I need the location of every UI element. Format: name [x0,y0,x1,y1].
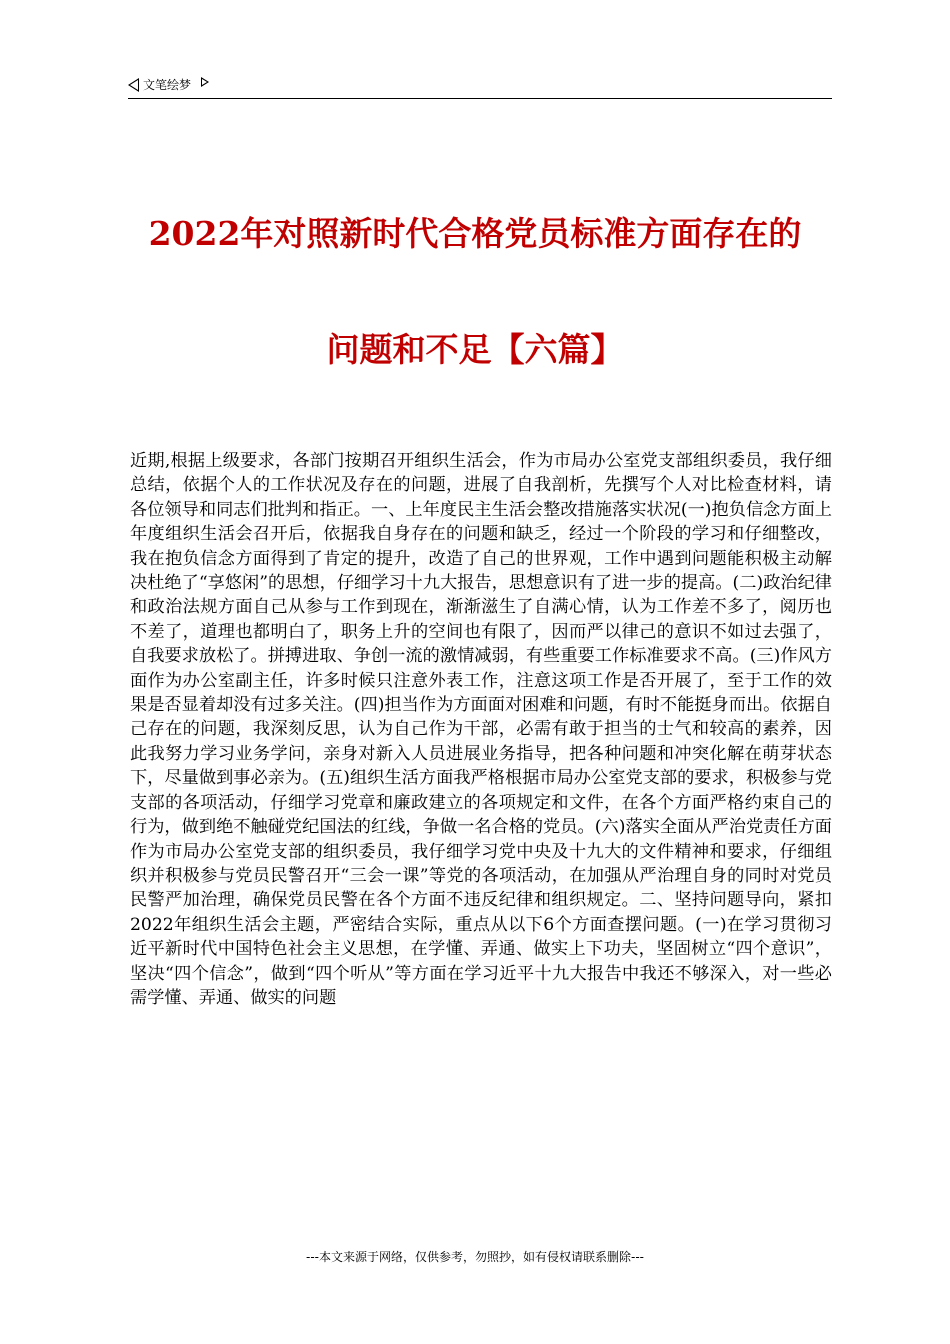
document-title-line-2: 问题和不足【六篇】 [326,330,624,369]
triangle-right-icon [201,77,209,87]
header-brand-group [128,76,209,93]
triangle-left-icon [128,78,139,92]
document-title-line-1: 2022年对照新时代合格党员标准方面存在的 [148,214,802,253]
footer-notice: ---本文来源于网络，仅供参考，勿照抄，如有侵权请联系删除--- [306,1250,644,1264]
header-brand: 文笔绘梦 [143,78,192,92]
body-paragraph: 近期,根据上级要求，各部门按期召开组织生活会，作为市局办公室党支部组织委员，我仔细总结，依据个人的工作状况及存在的问题，进展了自我剖析，先撰写个人对比检查材料，请各位领导和同志们批判和指正。一、上年度民主生活会整改措施落实状况(一)抱负信念方面上年度组织生活会召开后，依据我自身存在的问题和缺乏，经过一个阶段的学习和仔细整改，我在抱负信念方面得到了肯定的提升，改造了自己的世界观，工作中遇到问题能积极主动解决杜绝了“享悠闲”的思想，仔细学习十九大报告，思想意识有了进一步的提高。(二)政治纪律和政治法规方面自己从参与工作到现在，渐渐滋生了自满心情，认为工作差不多了，阅历也不差了，道理也都明白了，职务上升的空间也有限了，因而严以律己的意识不如过去强了，自我要求放松了。拼搏进取、争创一流的激情减弱，有些重要工作标准要求不高。(三)作风方面作为办公室副主任，许多时候只注意外表工作，注意这项工作是否开展了，至于工作的效果是否显着却没有过多关注。(四)担当作为方面面对困难和问题，有时不能挺身而出。依据自己存在的问题，我深刻反思，认为自己作为干部，必需有敢于担当的士气和较高的素养，因此我努力学习业务学问，亲身对新入人员进展业务指导，把各种问题和冲突化解在萌芽状态下，尽量做到事必亲为。(五)组织生活方面我严格根据市局办公室党支部的要求，积极参与党支部的各项活动，仔细学习党章和廉政建立的各项规定和文件，在各个方面严格约束自己的行为，做到绝不触碰党纪国法的红线，争做一名合格的党员。(六)落实全面从严治党责任方面作为市局办公室党支部的组织委员，我仔细学习党中央及十九大的文件精神和要求，仔细组织并积极参与党员民警召开“三会一课”等党的各项活动，在加强从严治理自身的同时对党员民警严加治理，确保党员民警在各个方面不违反纪律和组织规定。二、坚持问题导向，紧扣2022年组织生活会主题，严密结合实际，重点从以下6个方面查摆问题。(一)在学习贯彻习近平新时代中国特色社会主义思想，在学懂、弄通、做实上下功夫，坚固树立“四个意识”，坚决“四个信念”，做到“四个听从”等方面在学习近平十九大报告中我还不够深入，对一些必需学懂、弄通、做实的问题 [130,451,832,1008]
page-header [128,74,832,99]
